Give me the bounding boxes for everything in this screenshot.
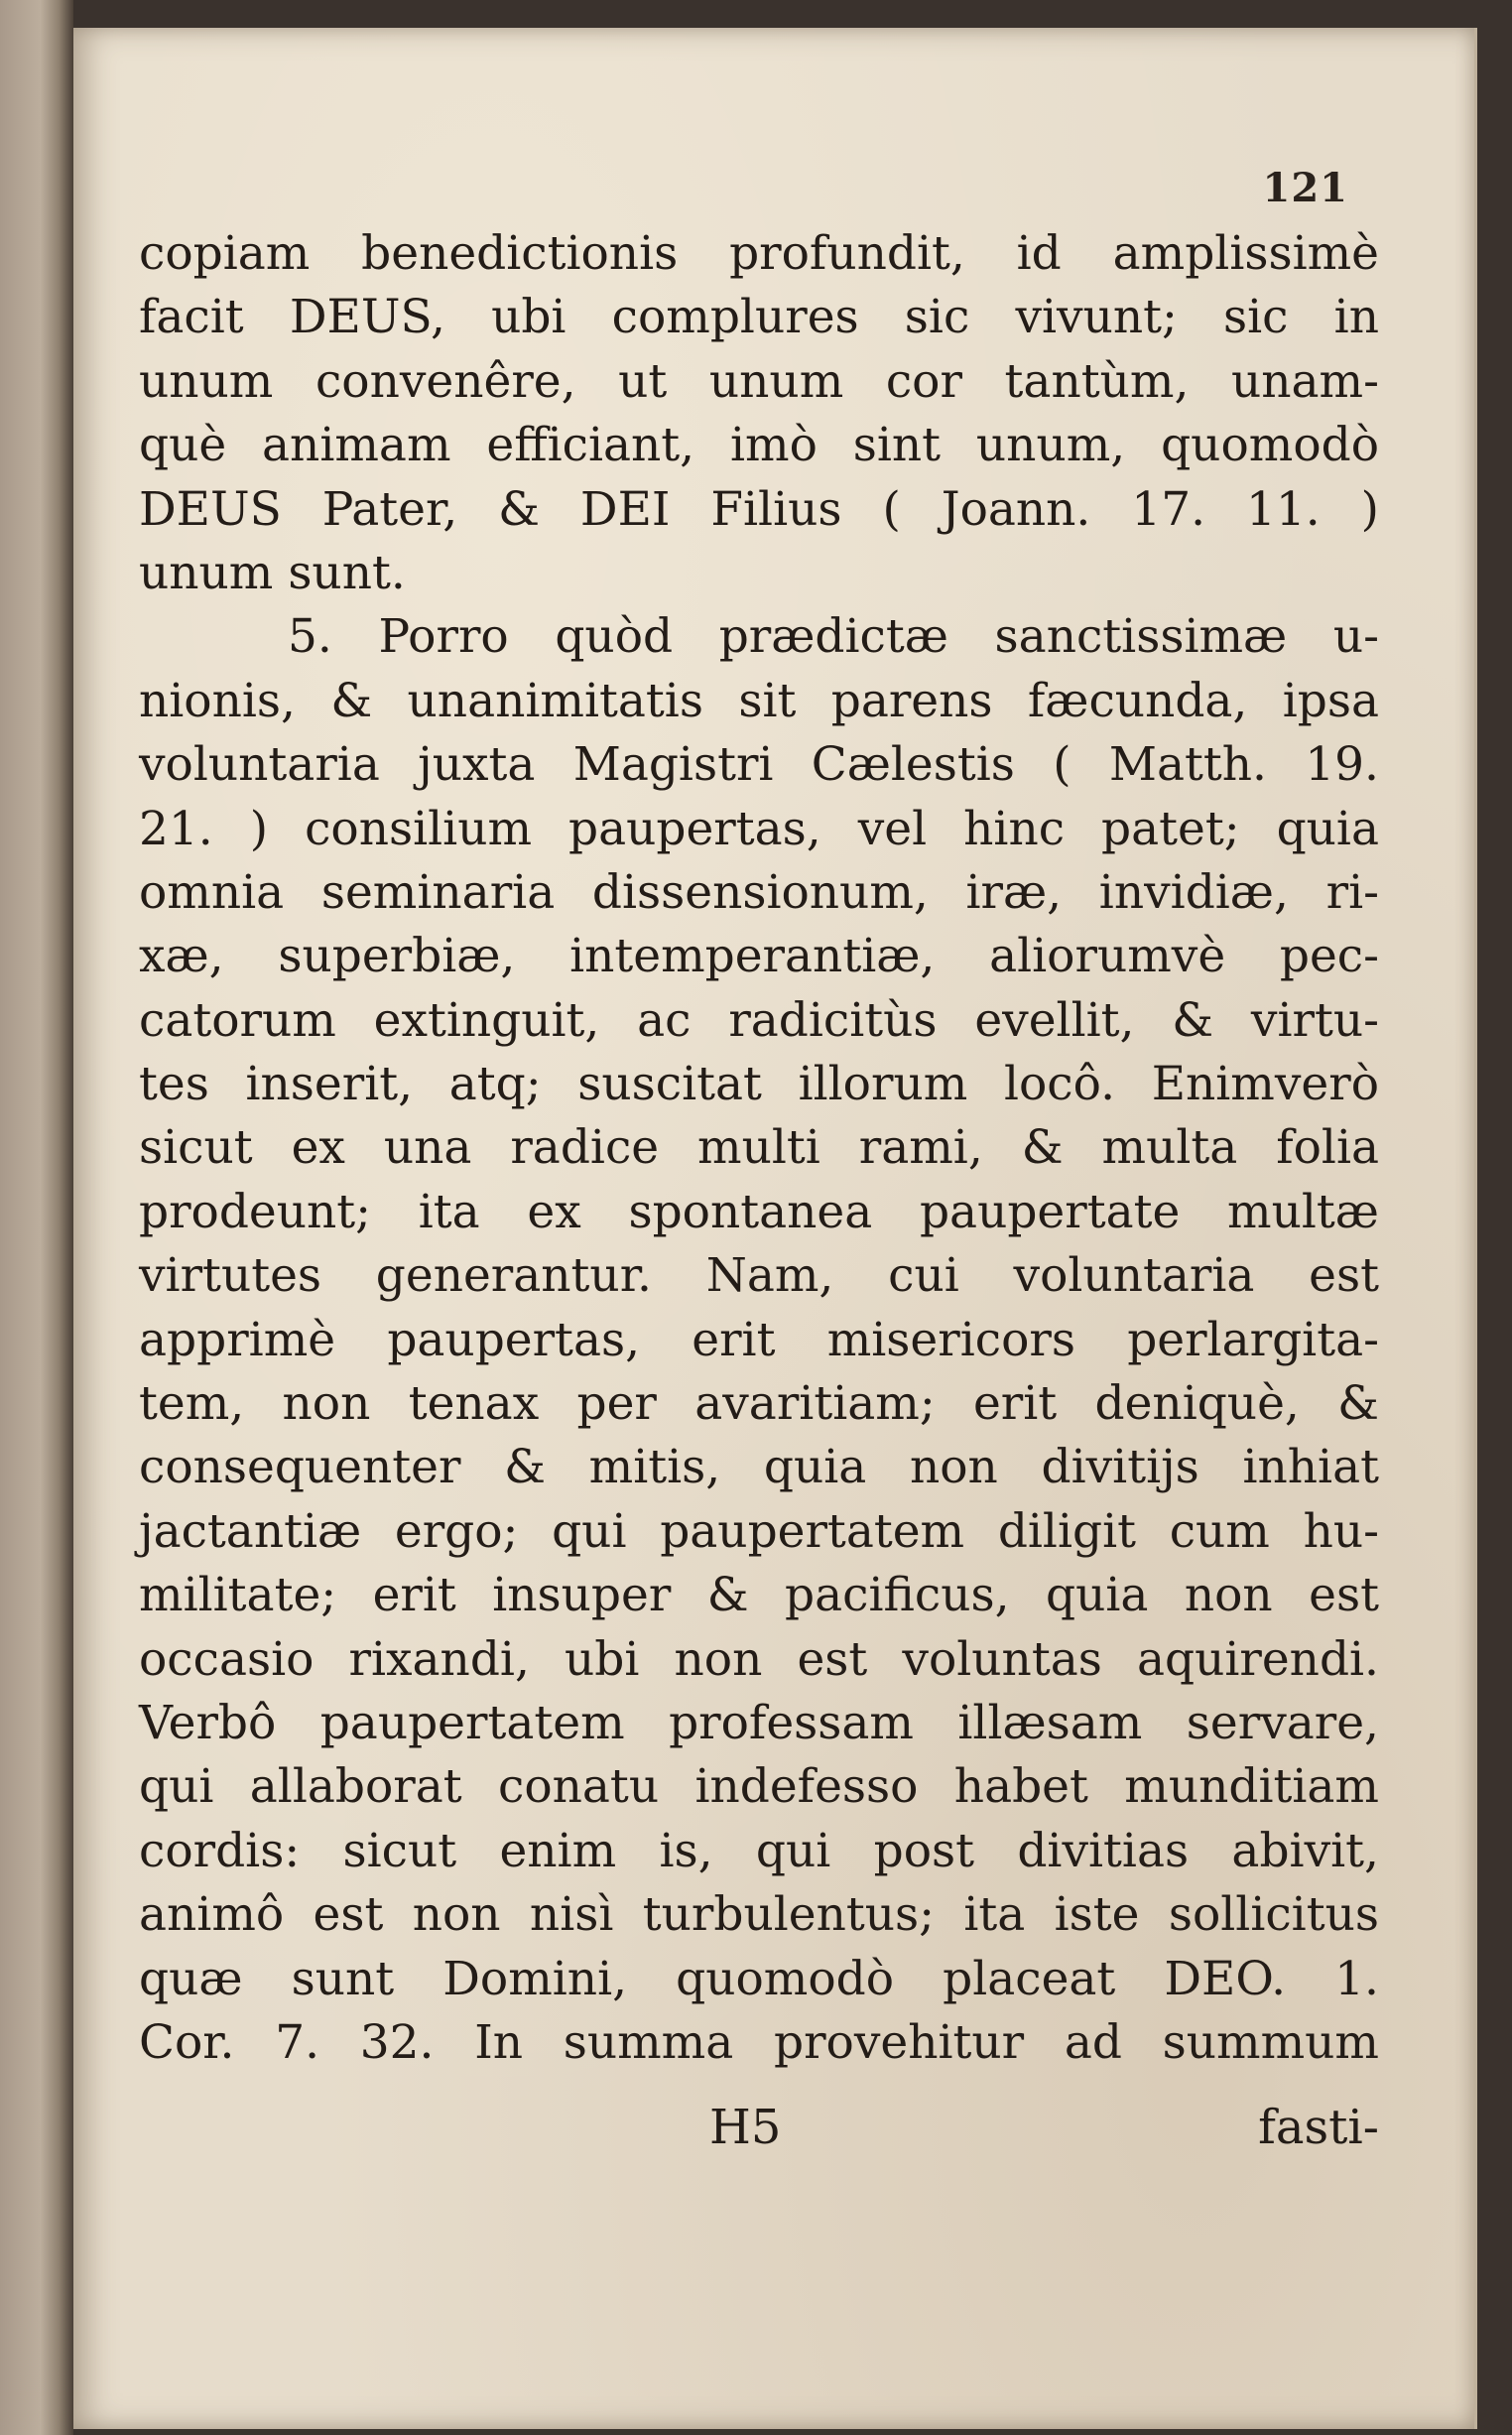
text-line: catorum extinguit, ac radicitùs evellit, & virtu- [139, 992, 1379, 1048]
text-line: occasio rixandi, ubi non est voluntas aquirendi. [139, 1631, 1379, 1687]
previous-page-edge [0, 0, 73, 2435]
text-line: apprimè paupertas, erit misericors perlargita- [139, 1312, 1379, 1367]
body-text [139, 222, 1379, 2075]
text-line: què animam efficiant, imò sint unum, quomodò [139, 418, 1379, 473]
text-line: cordis: sicut enim is, qui post divitias abivit, [139, 1823, 1379, 1878]
text-line: militate; erit insuper & pacificus, quia non est [139, 1568, 1379, 1623]
text-line: qui allaborat conatu indefesso habet munditiam [139, 1759, 1379, 1815]
text-line: xæ, superbiæ, intemperantiæ, aliorumvè pec- [139, 929, 1379, 984]
text-line: tes inserit, atq; suscitat illorum locô. Enimverò [139, 1057, 1379, 1112]
text-line: voluntaria juxta Magistri Cælestis ( Matth. 19. [139, 737, 1379, 793]
text-line: nionis, & unanimitatis sit parens fæcunda, ipsa [139, 673, 1379, 728]
text-line: DEUS Pater, & DEI Filius ( Joann. 17. 11. ) [139, 481, 1379, 537]
text-line: sicut ex una radice multi rami, & multa folia [139, 1120, 1379, 1176]
paragraph-start-line: 5. Porro quòd prædictæ sanctissimæ u- [288, 609, 1379, 665]
book-page [73, 28, 1477, 2429]
text-line: unum convenêre, ut unum cor tantùm, unam- [139, 353, 1379, 409]
text-line: virtutes generantur. Nam, cui voluntaria est [139, 1248, 1379, 1304]
text-line: copiam benedictionis profundit, id amplissimè [139, 226, 1379, 281]
paragraph-end-line: unum sunt. [139, 545, 406, 600]
text-line: prodeunt; ita ex spontanea paupertate multæ [139, 1184, 1379, 1239]
text-line: jactantiæ ergo; qui paupertatem diligit cum hu- [139, 1503, 1379, 1559]
text-line: facit DEUS, ubi complures sic vivunt; sic in [139, 290, 1379, 345]
text-line: Verbô paupertatem professam illæsam servare, [139, 1695, 1379, 1750]
signature-mark: H5 [709, 2100, 782, 2155]
text-line: Cor. 7. 32. In summa provehitur ad summum [139, 2014, 1379, 2070]
text-line: consequenter & mitis, quia non divitijs inhiat [139, 1440, 1379, 1495]
page-footer [139, 2100, 1379, 2165]
text-line: animô est non nisì turbulentus; ita iste sollicitus [139, 1887, 1379, 1943]
text-line: omnia seminaria dissensionum, iræ, invidiæ, ri- [139, 864, 1379, 920]
text-line: quæ sunt Domini, quomodò placeat DEO. 1. [139, 1951, 1379, 2006]
text-line: 21. ) consilium paupertas, vel hinc patet; quia [139, 801, 1379, 856]
page-number: 121 [1262, 165, 1348, 211]
catchword: fasti- [1258, 2100, 1379, 2155]
text-line: tem, non tenax per avaritiam; erit deniquè, & [139, 1376, 1379, 1432]
